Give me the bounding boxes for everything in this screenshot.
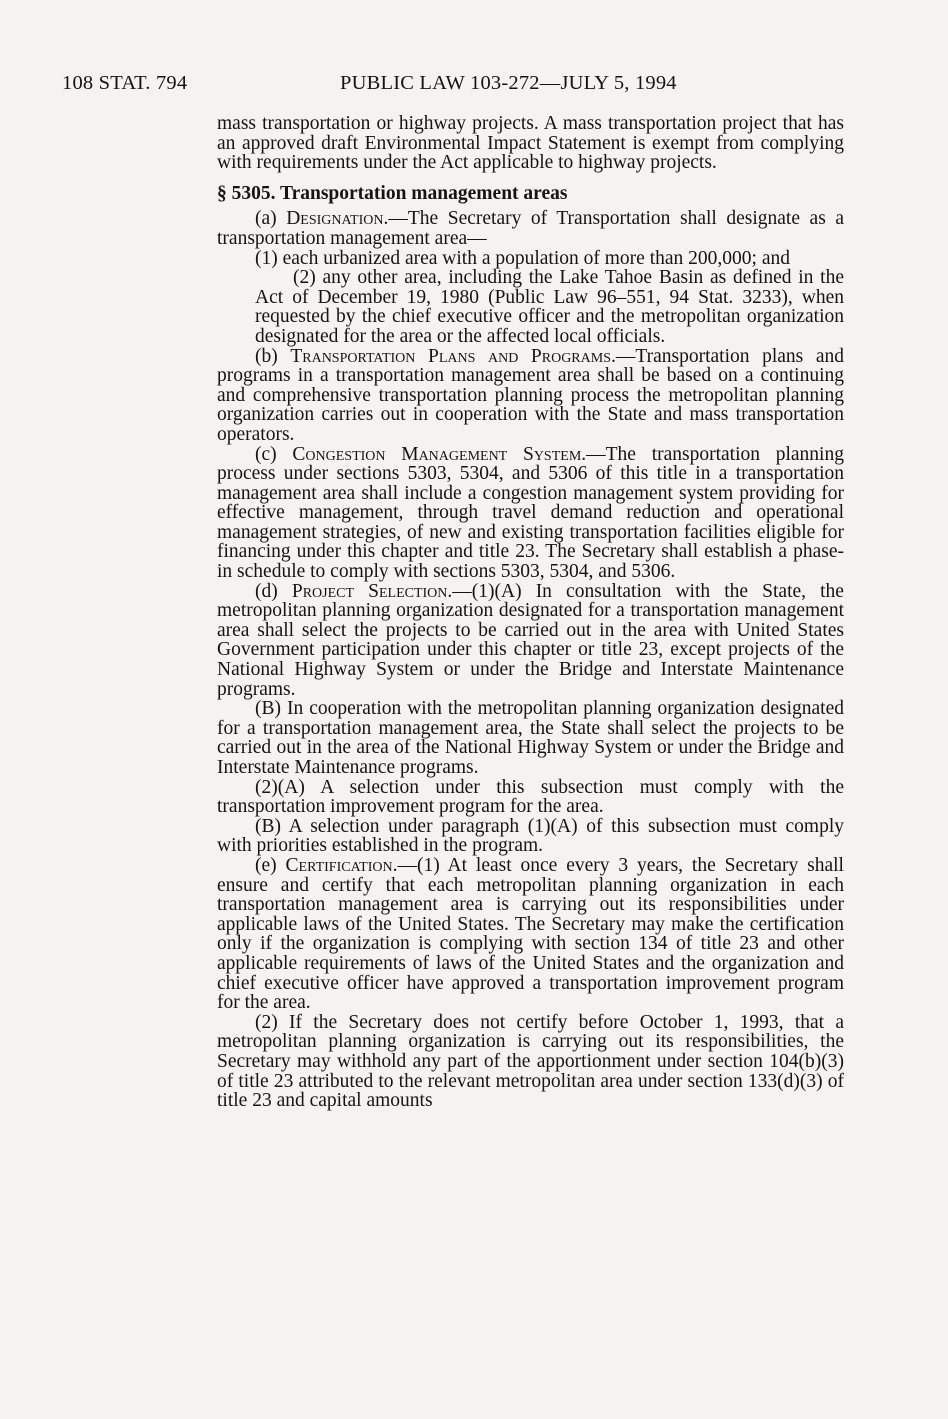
subsection-d [217,582,844,700]
subsection-a [217,209,844,248]
subsection-b [217,347,844,445]
subsection-a-text: .—The Secretary of Transportation shall designate as a transportation management area— [217,208,844,249]
intro-paragraph: mass transportation or highway projects. A mass transportation project that has an approved draft Environmental Impact Statement is exempt from complying with requirements under the Act applicable to highway projects. [217,113,844,174]
paragraph-d2a: (2)(A) A selection under this subsection must comply with the transportation improvement program for the area. [217,776,844,818]
subsection-c-label: (c) [255,443,293,465]
subsection-b-label: (b) [255,345,291,367]
subparagraph-d2b: (B) A selection under paragraph (1)(A) of this subsection must comply with priorities established in the program. [217,815,844,857]
statute-page-number: 108 STAT. 794 [62,72,188,94]
subsection-d-label: (d) [255,580,292,602]
subsection-c-heading: Congestion Management System [292,443,582,465]
subsection-d-text: .—(1)(A) In consultation with the State, the metropolitan planning organization designated for a transportation management area shall select the projects to be carried out in the area with United States Government participation under this chapter or title 23, except projects of the National Highway System or under the Bridge and Interstate Maintenance programs. [217,580,844,700]
section-heading: § 5305. Transportation management areas [217,182,568,204]
paragraph-e2: (2) If the Secretary does not certify before October 1, 1993, that a metropolitan planning organization is carrying out its responsibilities, the Secretary may withhold any part of the apportionment under section 104(b)(3) of title 23 attributed to the relevant metropolitan area under section 133(d)(3) of title 23 and capital amounts [217,1011,844,1112]
subsection-c-text: .—The transportation planning process under sections 5303, 5304, and 5306 of this title in a transportation management area shall include a congestion management system providing for effective management, through travel demand reduction and operational management strategies, of new and existing transportation facilities eligible for financing under this chapter and title 23. The Secretary shall establish a phase-in schedule to comply with sections 5303, 5304, and 5306. [217,443,844,583]
subsection-e-heading: Certification [285,854,393,876]
subsection-e-text: .—(1) At least once every 3 years, the Secretary shall ensure and certify that each metropolitan planning organization in each transportation management area is carrying out its responsibilities under applicable laws of the United States. The Secretary may make the certification only if the organization is complying with section 134 of title 23 and other applicable requirements of laws of the United States and the organization and chief executive officer have approved a transportation improvement program for the area. [217,854,844,1014]
document-body [217,114,844,1111]
paragraph-a2 [255,268,844,346]
subsection-a-label: (a) [255,208,287,230]
subsection-b-text: .—Transportation plans and programs in a transportation management area shall be based on a continuing and comprehensive transportation planning process the metropolitan planning organization carries out in cooperation with the State and mass transportation operators. [217,345,844,445]
subsection-a-heading: Designation [286,208,384,230]
paragraph-a1 [217,249,844,269]
subparagraph-d1b: (B) In cooperation with the metropolitan planning organization designated for a transportation management area, the State shall select the projects to be carried out in the area of the National Highway System or under the Bridge and Interstate Maintenance programs. [217,698,844,778]
page-header [62,72,882,102]
subsection-b-heading: Transportation Plans and Programs [290,345,611,367]
paragraph-a1-text: (1) each urbanized area with a population of more than 200,000; and [255,247,790,269]
subsection-e [217,856,844,1013]
subsection-d-heading: Project Selection [291,580,448,602]
subsection-e-label: (e) [255,854,286,876]
subsection-c [217,445,844,582]
paragraph-a2-text: (2) any other area, including the Lake Tahoe Basin as defined in the Act of December 19, 1980 (Public Law 96–551, 94 Stat. 3233), when requested by the chief executive officer and the metropolitan organization designated for the area or the affected local officials. [255,267,844,347]
running-title: PUBLIC LAW 103-272—JULY 5, 1994 [340,72,677,94]
